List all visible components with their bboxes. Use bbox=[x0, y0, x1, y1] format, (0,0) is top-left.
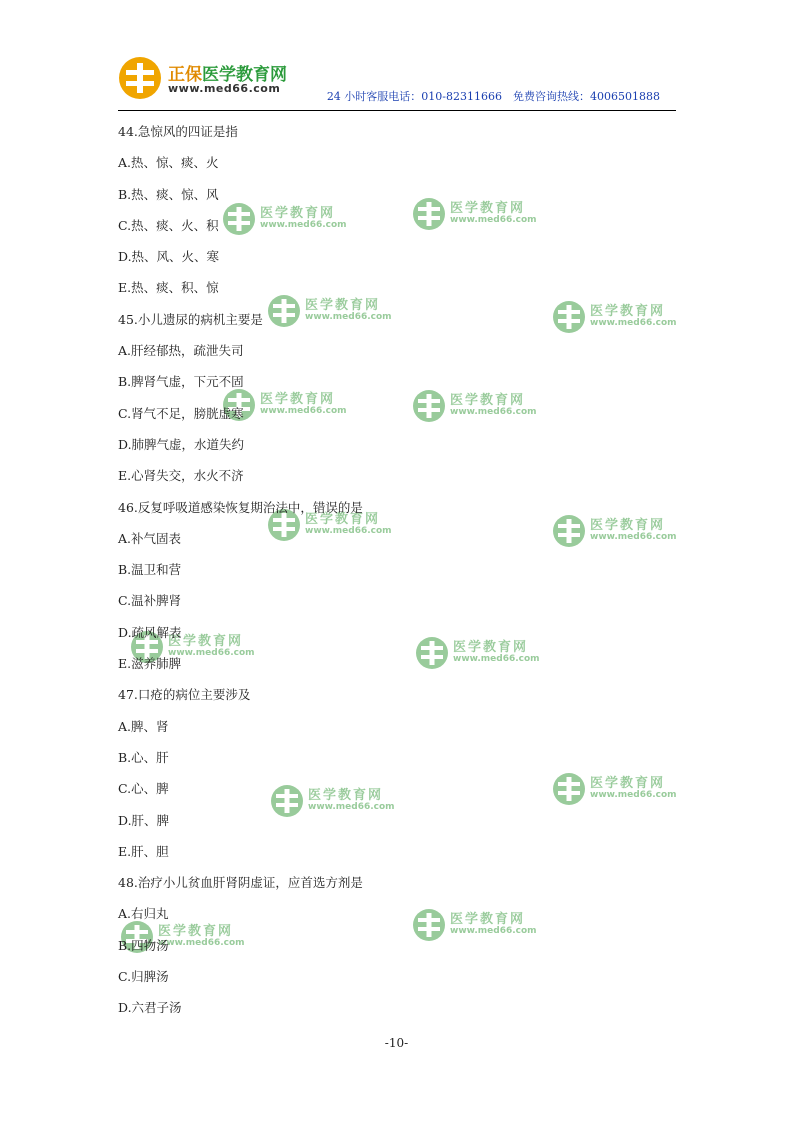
logo-name-secondary: 医学教育网 bbox=[202, 65, 287, 85]
option-line: B.心、肝 bbox=[118, 749, 169, 765]
watermark-url: www.med66.com bbox=[450, 407, 537, 417]
option-line: A.肝经郁热，疏泄失司 bbox=[118, 343, 244, 359]
option-line: C.肾气不足，膀胱虚寒 bbox=[118, 405, 244, 421]
watermark-text: 医学教育网 bbox=[590, 304, 666, 319]
option-line: B.温卫和营 bbox=[118, 562, 182, 578]
watermark-url: www.med66.com bbox=[168, 648, 255, 658]
question-44: 44.急惊风的四证是指 bbox=[118, 124, 238, 139]
option-line: D.疏风解表 bbox=[118, 624, 182, 640]
watermark-url: www.med66.com bbox=[590, 318, 677, 328]
logo-icon bbox=[118, 56, 162, 100]
watermark-text: 医学教育网 bbox=[260, 206, 336, 221]
option-line: D.六君子汤 bbox=[118, 1000, 182, 1016]
option-line: E.心肾失交，水火不济 bbox=[118, 468, 244, 484]
option-line: C.归脾汤 bbox=[118, 969, 169, 985]
watermark-url: www.med66.com bbox=[590, 532, 677, 542]
option-line: A.脾、肾 bbox=[118, 718, 169, 734]
question-47: 47.口疮的病位主要涉及 bbox=[118, 687, 251, 703]
option-line: D.热、风、火、寒 bbox=[118, 249, 220, 265]
question-46: 46.反复呼吸道感染恢复期治法中，错误的是 bbox=[118, 499, 363, 515]
watermark-text: 医学教育网 bbox=[305, 298, 381, 313]
question-48: 48.治疗小儿贫血肝肾阴虚证，应首选方剂是 bbox=[118, 875, 363, 891]
option-line: C.心、脾 bbox=[118, 781, 169, 797]
watermark-text: 医学教育网 bbox=[308, 788, 384, 803]
watermark-text: 医学教育网 bbox=[450, 201, 526, 216]
option-line: E.肝、胆 bbox=[118, 843, 169, 859]
option-line: C.热、痰、火、积 bbox=[118, 217, 219, 233]
question-45: 45.小儿遗尿的病机主要是 bbox=[118, 311, 263, 327]
option-line: A.右归丸 bbox=[118, 906, 169, 922]
option-line: B.热、痰、惊、风 bbox=[118, 186, 219, 202]
watermark-text: 医学教育网 bbox=[450, 393, 526, 408]
watermark-url: www.med66.com bbox=[450, 926, 537, 936]
watermark-url: www.med66.com bbox=[260, 220, 347, 230]
logo-name-primary: 正保 bbox=[168, 65, 202, 85]
watermark-url: www.med66.com bbox=[305, 312, 392, 322]
option-line: A.热、惊、痰、火 bbox=[118, 155, 219, 171]
watermark-url: www.med66.com bbox=[260, 406, 347, 416]
header-divider bbox=[118, 110, 676, 111]
page-number: -10- bbox=[384, 1036, 409, 1050]
watermark-url: www.med66.com bbox=[450, 215, 537, 225]
watermark-url: www.med66.com bbox=[305, 526, 392, 536]
watermark-url: www.med66.com bbox=[158, 938, 245, 948]
watermark-text: 医学教育网 bbox=[590, 518, 666, 533]
page-header bbox=[118, 52, 678, 112]
watermark-text: 医学教育网 bbox=[168, 634, 244, 649]
watermark-text: 医学教育网 bbox=[260, 392, 336, 407]
option-line: B.四物汤 bbox=[118, 937, 169, 953]
watermark-url: www.med66.com bbox=[453, 654, 540, 664]
option-line: D.肝、脾 bbox=[118, 812, 170, 828]
watermark-text: 医学教育网 bbox=[450, 912, 526, 927]
watermark-url: www.med66.com bbox=[590, 790, 677, 800]
option-line: C.温补脾肾 bbox=[118, 593, 182, 609]
option-line: D.肺脾气虚，水道失约 bbox=[118, 436, 245, 452]
hotline-text: 24 小时客服电话：010-82311666 免费咨询热线：4006501888 bbox=[326, 90, 660, 103]
logo-url: www.med66.com bbox=[168, 82, 281, 95]
option-line: E.滋养肺脾 bbox=[118, 656, 182, 672]
watermark-text: 医学教育网 bbox=[158, 924, 234, 939]
watermark-text: 医学教育网 bbox=[590, 776, 666, 791]
watermark-url: www.med66.com bbox=[308, 802, 395, 812]
option-line: B.脾肾气虚，下元不固 bbox=[118, 374, 244, 390]
question-content bbox=[118, 116, 678, 1024]
watermark-text: 医学教育网 bbox=[305, 512, 381, 527]
option-line: E.热、痰、积、惊 bbox=[118, 280, 219, 296]
option-line: A.补气固表 bbox=[118, 530, 182, 546]
watermark-text: 医学教育网 bbox=[453, 640, 529, 655]
